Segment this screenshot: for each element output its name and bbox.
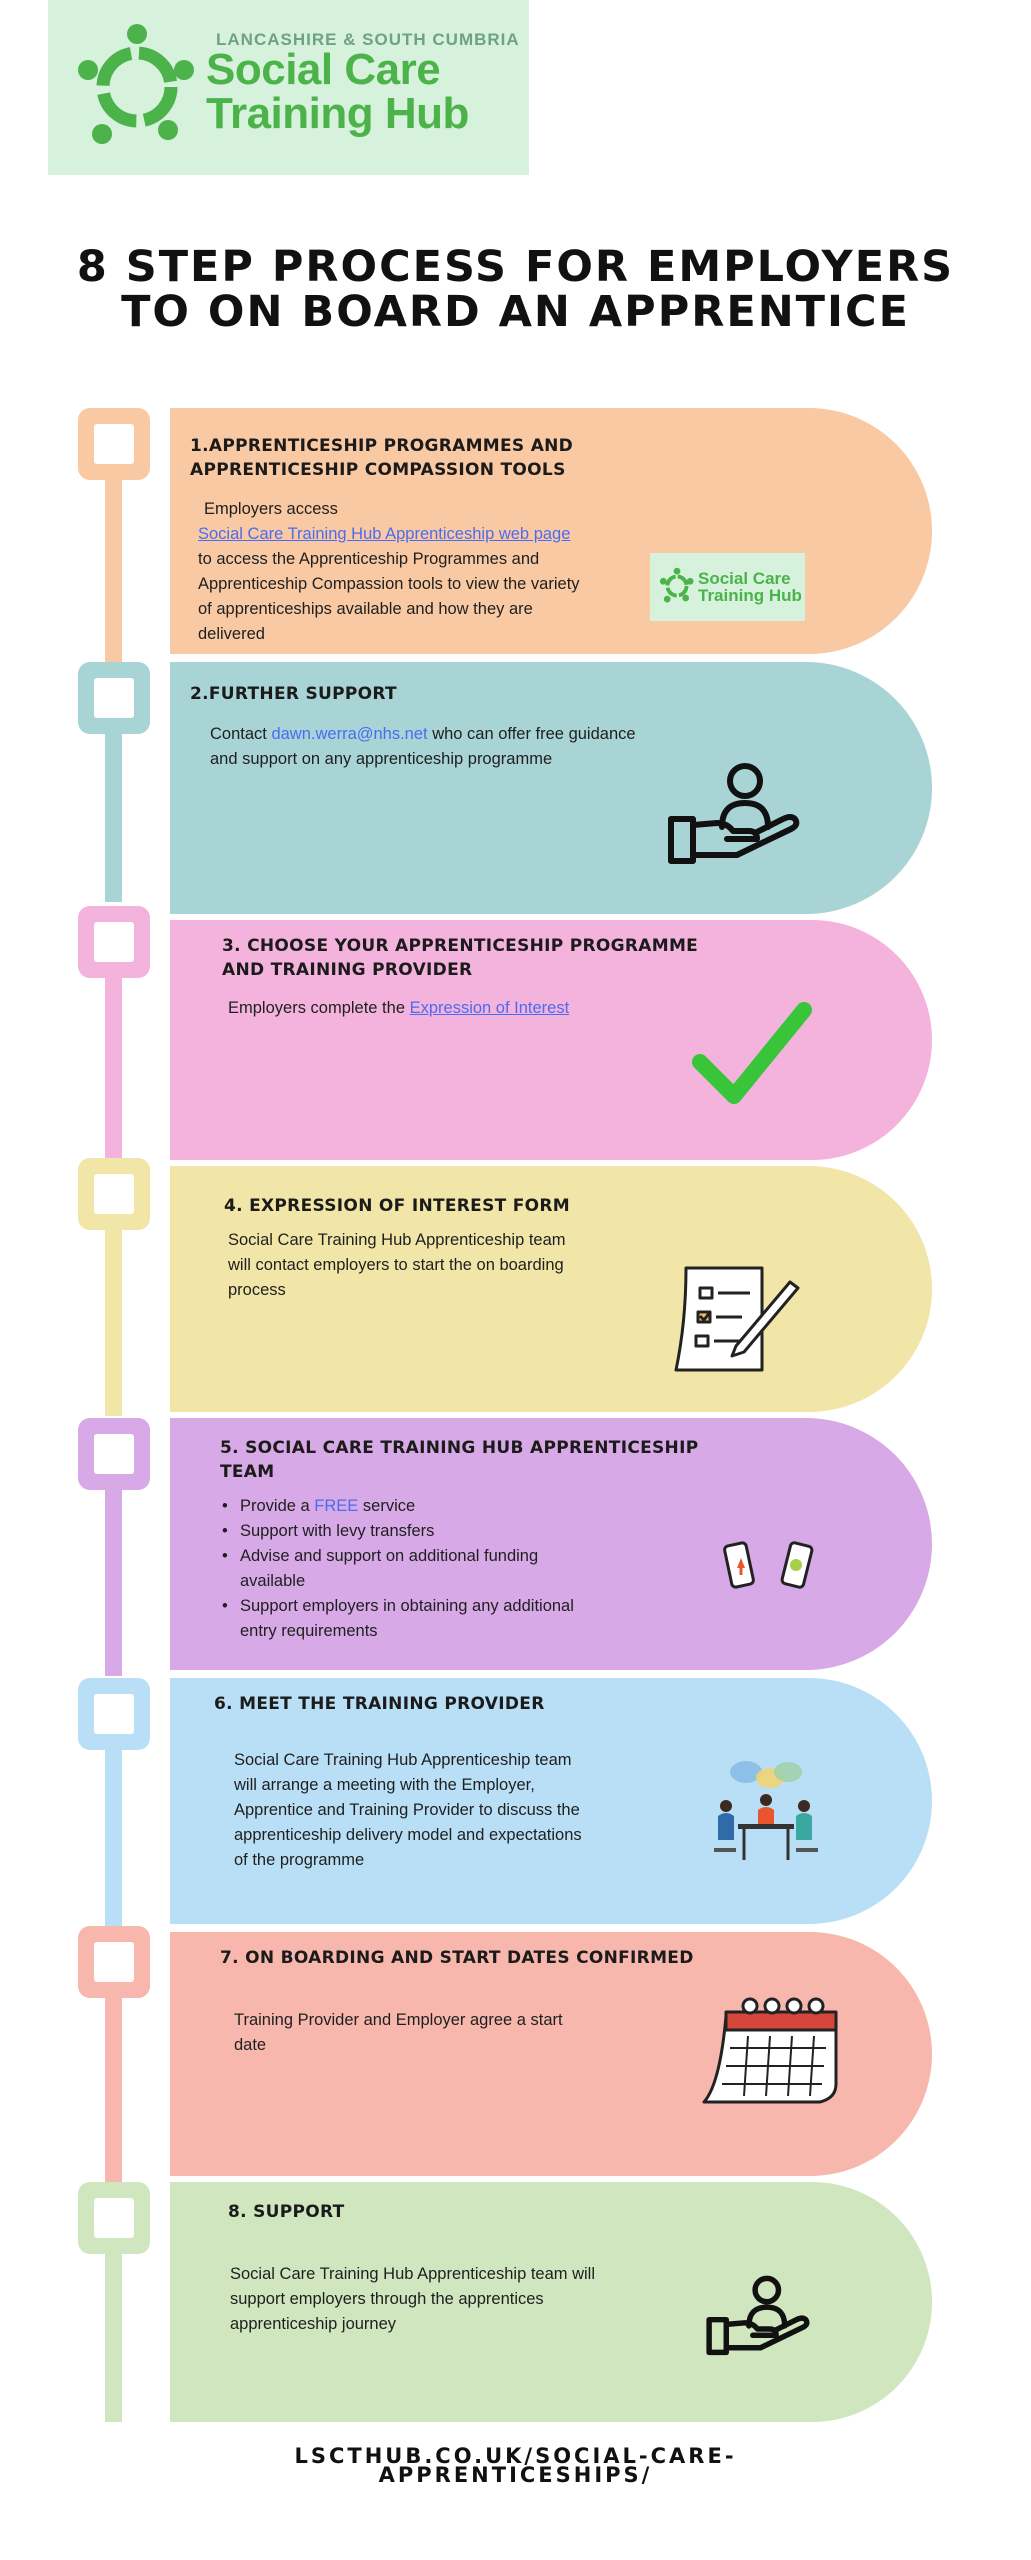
web-page-link[interactable]: Social Care Training Hub Apprenticeship web page — [198, 525, 571, 543]
step-8-card — [170, 2182, 932, 2422]
step-7-line2: date — [234, 2036, 267, 2054]
step-checkbox-5 — [94, 1434, 134, 1474]
step-5-bullet-free — [220, 1494, 574, 1519]
step-7-title: 7. ON BOARDING AND START DATES CONFIRMED — [220, 1948, 694, 1968]
step-1-intro: Employers access — [204, 500, 338, 518]
checkmark-icon — [692, 1000, 812, 1110]
timeline-rail-3 — [105, 976, 122, 1160]
step-checkbox-7 — [94, 1942, 134, 1982]
step-marker-7 — [78, 1926, 150, 1998]
step-5-bullet-levy: • Support with levy transfers — [220, 1519, 574, 1544]
step-4-line3: process — [228, 1281, 286, 1299]
hub-logo — [48, 0, 529, 175]
step-6-line3: Apprentice and Training Provider to discuss the — [234, 1801, 580, 1819]
mini-logo-line1: Social Care — [698, 569, 791, 588]
logo-region-text: LANCASHIRE & SOUTH CUMBRIA — [216, 30, 520, 49]
step-5-bullet-4-line1: • Support employers in obtaining any additional — [240, 1597, 574, 1615]
step-checkbox-2 — [94, 678, 134, 718]
step-3-text — [228, 996, 569, 1021]
step-5-title-line2: TEAM — [220, 1462, 275, 1482]
step-4-line1: Social Care Training Hub Apprenticeship team — [228, 1231, 566, 1249]
timeline-rail-2 — [105, 734, 122, 902]
step-8-title: 8. SUPPORT — [228, 2202, 345, 2222]
step-2-card — [170, 662, 932, 914]
expression-of-interest-link[interactable]: Expression of Interest — [409, 999, 570, 1017]
step-6-line2: will arrange a meeting with the Employer, — [234, 1776, 535, 1794]
step-8-text — [230, 2262, 595, 2337]
logo-title-line1: Social Care — [206, 45, 441, 94]
step-3-pre: Employers complete the — [228, 999, 410, 1017]
step-7-card — [170, 1932, 932, 2176]
step-1-card — [170, 408, 932, 654]
step-1-line4: delivered — [198, 625, 265, 643]
step-5-list — [220, 1494, 574, 1644]
logo-people-icon — [62, 12, 212, 162]
social-care-training-hub-logo — [650, 553, 805, 621]
step-2-text — [210, 722, 636, 772]
step-5-bullet-3-line1: • Advise and support on additional funding — [240, 1547, 539, 1565]
step-1-text — [198, 497, 580, 647]
hand-person-icon — [706, 2266, 812, 2364]
mini-logo-line2: Training Hub — [698, 586, 802, 605]
step-marker-2 — [78, 662, 150, 734]
step-5-card — [170, 1418, 932, 1670]
step-checkbox-4 — [94, 1174, 134, 1214]
step-2-pre: Contact — [210, 725, 272, 743]
page-title-line2: TO ON BOARD AN APPRENTICE — [121, 287, 910, 337]
step-8-line1: Social Care Training Hub Apprenticeship team will — [230, 2265, 596, 2283]
website-url[interactable] — [0, 2444, 1031, 2487]
step-6-line1: Social Care Training Hub Apprenticeship team — [234, 1751, 572, 1769]
timeline-rail-4 — [105, 1228, 122, 1416]
team-meeting-icon — [708, 1756, 824, 1866]
website-url-line1: LSCTHUB.CO.UK/SOCIAL-CARE- — [294, 2444, 737, 2468]
page-title — [0, 242, 1031, 337]
step-4-line2: will contact employers to start the on boarding — [228, 1256, 564, 1274]
timeline-rail-5 — [105, 1490, 122, 1676]
step-marker-1 — [78, 408, 150, 480]
contact-email-link[interactable]: dawn.werra@nhs.net — [271, 725, 428, 743]
step-checkbox-8 — [94, 2198, 134, 2238]
step-5-bullet-4-line2: entry requirements — [240, 1622, 378, 1640]
step-1-line1: to access the Apprenticeship Programmes and — [198, 550, 540, 568]
step-marker-8 — [78, 2182, 150, 2254]
step-3-title-line1: 3. CHOOSE YOUR APPRENTICESHIP PROGRAMME — [222, 936, 699, 956]
step-1-title-line1: 1.APPRENTICESHIP PROGRAMMES AND — [190, 436, 574, 456]
step-marker-4 — [78, 1158, 150, 1230]
hand-person-icon — [667, 757, 803, 869]
step-checkbox-3 — [94, 922, 134, 962]
step-1-title-line2: APPRENTICESHIP COMPASSION TOOLS — [190, 460, 566, 480]
timeline-rail-6 — [105, 1748, 122, 1926]
step-6-title: 6. MEET THE TRAINING PROVIDER — [214, 1694, 545, 1714]
step-checkbox-1 — [94, 424, 134, 464]
step-6-card — [170, 1678, 932, 1924]
step-marker-6 — [78, 1678, 150, 1750]
step-3-card — [170, 920, 932, 1160]
step-2-line2: and support on any apprenticeship programme — [210, 750, 553, 768]
step-6-text — [234, 1748, 582, 1873]
timeline-rail-8 — [105, 2252, 122, 2422]
timeline-rail-7 — [105, 1998, 122, 2186]
step-marker-3 — [78, 906, 150, 978]
calendar-icon — [700, 1992, 846, 2112]
step-2-post: who can offer free guidance — [427, 725, 636, 743]
step-8-line2: support employers through the apprentices — [230, 2290, 544, 2308]
step-5-bullet-3-line2: available — [240, 1572, 306, 1590]
free-service-text: FREE — [314, 1497, 359, 1515]
page-title-line1: 8 STEP PROCESS FOR EMPLOYERS — [76, 242, 955, 292]
step-4-text — [228, 1228, 566, 1303]
step-marker-5 — [78, 1418, 150, 1490]
logo-title-line2: Training Hub — [206, 89, 469, 138]
step-5-bullet-requirements — [220, 1594, 574, 1644]
step-8-line3: apprenticeship journey — [230, 2315, 397, 2333]
phones-transfer-icon — [722, 1538, 818, 1594]
step-5-bullet-1-post: service — [358, 1497, 416, 1515]
step-6-line4: apprenticeship delivery model and expectations — [234, 1826, 582, 1844]
step-1-title — [190, 434, 573, 482]
step-3-title — [222, 934, 698, 982]
website-url-line2: APPRENTICESHIPS/ — [378, 2463, 653, 2487]
step-5-bullet-1-pre: Provide a — [240, 1497, 315, 1515]
timeline-rail-1 — [105, 480, 122, 670]
step-6-line5: of the programme — [234, 1851, 365, 1869]
step-3-title-line2: AND TRAINING PROVIDER — [222, 960, 473, 980]
form-pen-icon — [672, 1262, 802, 1378]
step-1-line2: Apprenticeship Compassion tools to view the variety — [198, 575, 580, 593]
step-5-title-line1: 5. SOCIAL CARE TRAINING HUB APPRENTICESHIP — [220, 1438, 699, 1458]
step-2-title: 2.FURTHER SUPPORT — [190, 684, 397, 704]
mini-logo-people-icon — [656, 563, 698, 609]
step-5-title — [220, 1436, 698, 1484]
step-7-line1: Training Provider and Employer agree a start — [234, 2011, 563, 2029]
step-1-line3: of apprenticeships available and how they are — [198, 600, 533, 618]
mini-logo-title — [698, 570, 802, 604]
step-4-title: 4. EXPRESSION OF INTEREST FORM — [224, 1196, 571, 1216]
step-5-bullet-funding — [220, 1544, 574, 1594]
step-checkbox-6 — [94, 1694, 134, 1734]
step-7-text — [234, 2008, 563, 2058]
step-4-card — [170, 1166, 932, 1412]
